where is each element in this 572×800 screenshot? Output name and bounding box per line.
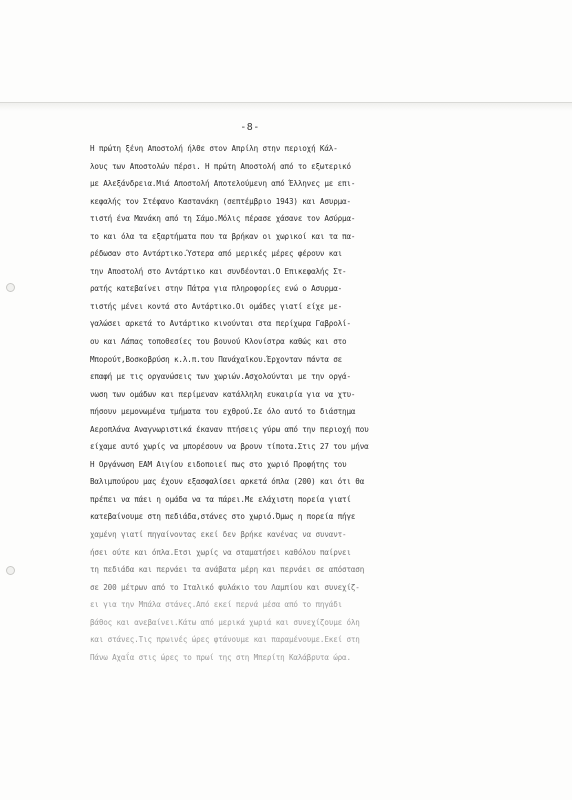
text-line: πρέπει να πάει η ομάδα να τα πάρει.Με ελάχιστη πορεία γιατί xyxy=(90,494,351,504)
text-line: ήσει ούτε και όπλα.Ετσι χωρίς να σταματήσει καθόλου παίρνει xyxy=(90,547,351,557)
text-line: Η πρώτη ξένη Αποστολή ήλθε στον Απρίλη στην περιοχή Κάλ- xyxy=(90,144,338,153)
text-line: τιστής μένει κοντά στο Αντάρτικο.Οι ομάδες γιατί είχε με- xyxy=(90,301,343,311)
text-line: πήσουν μεμονωμένα τμήματα του εχθρού.Σε όλο αυτό το διάστημα xyxy=(90,407,356,417)
text-line: επαφή με τις οργανώσεις των χωριών.Ασχολούνται με την οργά- xyxy=(90,372,351,382)
text-line: Βαλιμπούρου μας έχουν εξασφαλίσει αρκετά όπλα (200) και ότι θα xyxy=(90,477,365,487)
text-line: ει για την Μπάλα στάνες.Από εκεί περνά μέσα από το πηγάδι xyxy=(90,600,343,610)
text-line: Η Οργάνωση ΕΑΜ Αιγίου ειδοποιεί πως στο χωριό Προφήτης του xyxy=(90,459,347,469)
text-line: είχαμε αυτό χωρίς να μπορέσουν να βρουν τίποτα.Στις 27 του μήνα xyxy=(90,442,369,452)
text-line: χαμένη γιατί πηγαίνοντας εκεί δεν βρήκε κανένας να συναντ- xyxy=(90,530,347,540)
text-line: σε 200 μέτρων από το Ιταλικό φυλάκιο του Λαμπίου και συνεχίζ- xyxy=(90,582,360,592)
text-line: Αεροπλάνα Αναγνωριστικά έκαναν πτήσεις γύρω από την περιοχή που xyxy=(90,424,369,434)
text-line: κεφαλής τον Στέφανο Καστανάκη (σεπτέμβριο 1943) και Ασυρμα- xyxy=(90,196,351,206)
text-line: τιστή ένα Μανάκη από τη Σάμο.Μόλις πέρασε χάσανε τον Ασύρμα- xyxy=(90,214,356,224)
text-line: και στάνες.Τις πρωινές ώρες φτάνουμε και παραμένουμε.Εκεί στη xyxy=(90,635,360,645)
text-line: λους των Αποστολών πέρσι. Η πρώτη Αποστολή από το εξωτερικό xyxy=(90,161,351,171)
text-line: Πάνω Αχαΐα στις ώρες το πρωί της στη Μπερίτη Καλάβρυτα ώρα. xyxy=(90,652,351,662)
text-line: νωση των ομάδων και περίμεναν κατάλληλη ευκαιρία για να χτυ- xyxy=(90,389,356,399)
punch-hole-icon xyxy=(6,566,15,575)
text-line: ου και Λάπας τοποθεσίες του βουνού Κλονίστρα καθώς και στο xyxy=(90,337,347,347)
punch-hole-icon xyxy=(6,283,15,292)
text-line: με Αλεξάνδρεια.Μιά Αποστολή Αποτελούμενη από Έλληνες με επι- xyxy=(90,179,356,189)
text-line: Μπορούτ,Βοσκοβρύση κ.λ.π.του Πανάχαϊκου.Έρχονταν πάντα σε xyxy=(90,354,343,364)
text-line: βάθος και ανεβαίνει.Κάτω από μερικά χωριά και συνεχίζουμε όλη xyxy=(90,617,360,627)
page-number: -8- xyxy=(240,122,260,133)
text-line: ρατής κατεβαίνει στην Πάτρα για πληροφορίες ενώ ο Ασυρμα- xyxy=(90,284,343,294)
text-line: τη πεδιάδα και περνάει τα ανάβατα μέρη και περνάει σε απόσταση xyxy=(90,565,365,575)
paper-fold-shadow xyxy=(0,103,572,111)
text-line: το και όλα τα εξαρτήματα που τα βρήκαν οι χωρικοί και τα πα- xyxy=(90,231,356,241)
text-line: κατεβαίνουμε στη πεδιάδα,στάνες στο χωριό.Όμως η πορεία πήγε xyxy=(90,512,356,522)
text-line: την Αποστολή στο Αντάρτικο και συνδέονται.Ο Επικεφαλής Στ- xyxy=(90,266,347,276)
text-line: ρέδωσαν στο Αντάρτικο.Ύστερα από μερικές μέρες φέρουν και xyxy=(90,249,343,259)
text-line: γαλώσει αρκετά το Αντάρτικο κινούνται στα περίχωρα Γαβρολί- xyxy=(90,319,351,329)
typewritten-body xyxy=(90,140,530,666)
